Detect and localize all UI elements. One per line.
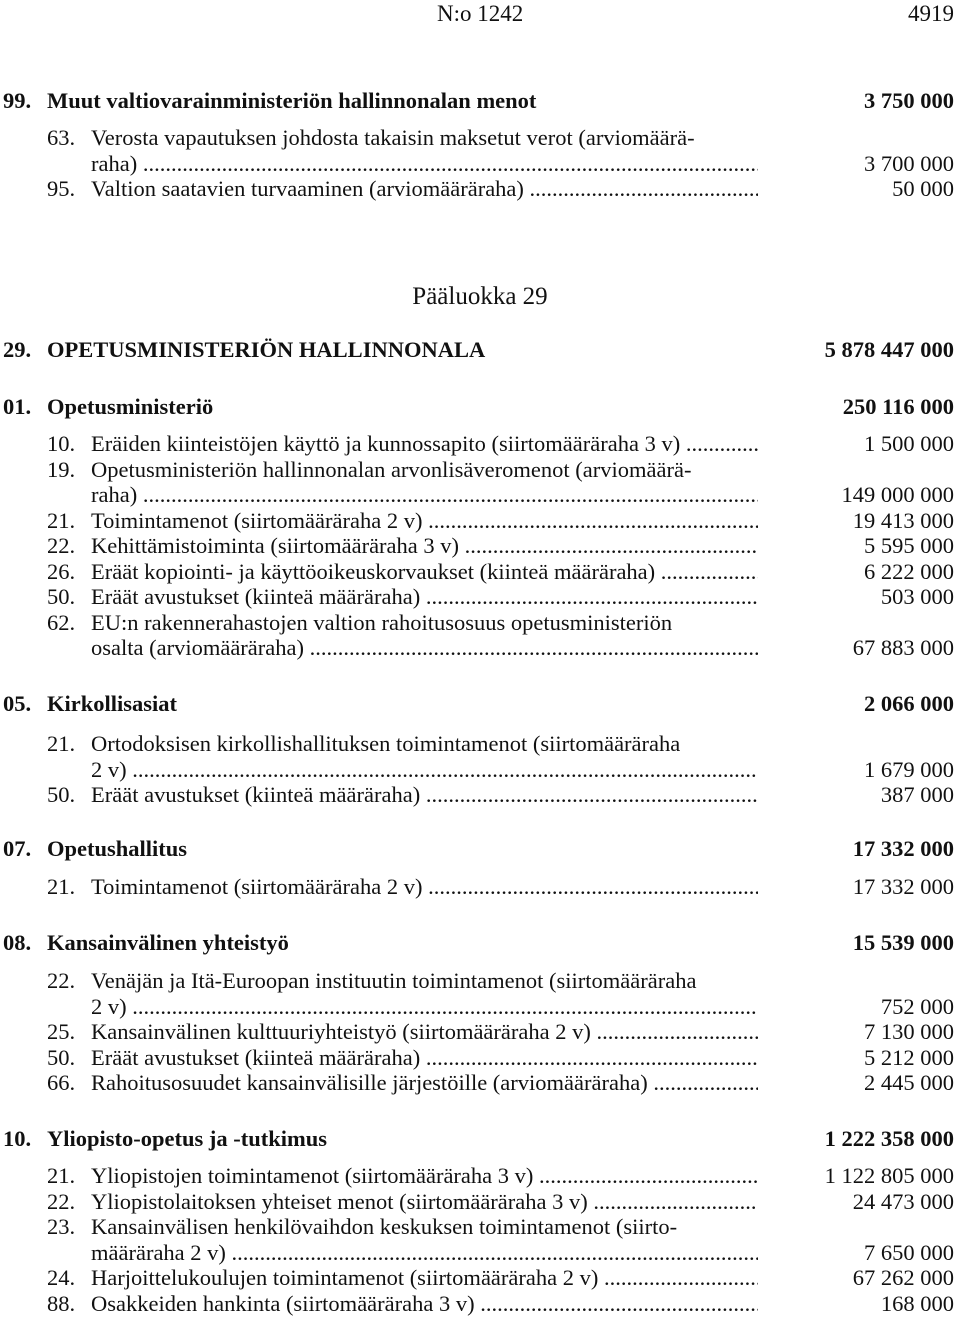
line-item-title: Kansainvälisen henkilövaihdon keskuksen toimintamenot (siirto- [91, 1214, 678, 1239]
line-item-title: 2 v) ..... [91, 993, 758, 1021]
line-item-number: 50. [47, 584, 76, 609]
line-item-number: 22. [47, 968, 76, 993]
section-heading [0, 87, 960, 115]
line-item-title: Harjoittelukoulujen toimintamenot (siirtomääräraha 2 v) ..... [91, 1264, 758, 1292]
line-item-amount: 168 000 [880, 1290, 954, 1316]
line-item [0, 1239, 960, 1267]
line-item-title: Eräät avustukset (kiinteä määräraha) ..... [91, 781, 758, 809]
line-item-title: Toimintamenot (siirtomääräraha 2 v) ..... [91, 873, 758, 901]
group-heading [0, 393, 960, 421]
line-item [0, 150, 960, 178]
line-item-amount: 503 000 [880, 584, 954, 609]
page-header [0, 0, 960, 30]
section-heading-number: 99. [3, 88, 32, 113]
main-class-heading: Pääluokka 29 [412, 283, 548, 310]
line-item-title: määräraha 2 v) ..... [91, 1239, 758, 1267]
line-item-amount: 7 650 000 [864, 1239, 954, 1265]
line-item [0, 1188, 960, 1216]
main-class-title-number: 29. [3, 337, 32, 362]
group-heading-title: Yliopisto-opetus ja -tutkimus [47, 1126, 328, 1151]
group-heading [0, 1125, 960, 1153]
line-item-number: 21. [47, 874, 76, 899]
group-heading-amount: 1 222 358 000 [824, 1126, 954, 1151]
line-item [0, 1213, 960, 1241]
group-heading-amount: 17 332 000 [852, 836, 954, 861]
main-class-title [0, 336, 960, 364]
line-item-title: Kansainvälinen kulttuuriyhteistyö (siirtomääräraha 2 v) ..... [91, 1018, 758, 1046]
line-item-amount: 24 473 000 [852, 1188, 954, 1214]
line-item-title: raha) ..... [91, 150, 758, 178]
line-item [0, 967, 960, 995]
line-item-number: 24. [47, 1265, 76, 1290]
line-item-amount: 1 679 000 [864, 756, 954, 782]
line-item-number: 88. [47, 1290, 76, 1316]
line-item-title: Eräät avustukset (kiinteä määräraha) ..... [91, 1044, 758, 1072]
line-item-number: 26. [47, 558, 76, 584]
line-item-number: 21. [47, 731, 76, 756]
line-item-amount: 149 000 000 [841, 482, 954, 507]
line-item-title: raha) ..... [91, 481, 758, 509]
line-item-title: Ortodoksisen kirkollishallituksen toimintamenot (siirtomääräraha [91, 731, 681, 756]
group-heading-amount: 15 539 000 [852, 930, 954, 955]
group-heading-number: 07. [3, 836, 32, 861]
line-item-amount: 17 332 000 [852, 874, 954, 899]
line-item-amount: 3 700 000 [864, 150, 954, 176]
line-item-number: 23. [47, 1214, 76, 1239]
line-item-amount: 5 212 000 [864, 1044, 954, 1070]
line-item [0, 993, 960, 1021]
line-item-title: Rahoitusosuudet kansainvälisille järjestöille (arviomääräraha) ..... [91, 1069, 758, 1097]
line-item-title: Eräiden kiinteistöjen käyttö ja kunnossapito (siirtomääräraha 3 v) ..... [91, 430, 758, 458]
line-item [0, 456, 960, 484]
line-item-amount: 5 595 000 [864, 533, 954, 558]
line-item [0, 634, 960, 662]
line-item-title: Verosta vapautuksen johdosta takaisin maksetut verot (arviomäärä- [91, 125, 695, 150]
group-heading-number: 05. [3, 691, 32, 716]
line-item-number: 10. [47, 431, 76, 456]
line-item [0, 175, 960, 203]
line-item-number: 50. [47, 782, 76, 807]
line-item-number: 50. [47, 1044, 76, 1070]
line-item [0, 507, 960, 535]
main-class-title-title: OPETUSMINISTERIÖN HALLINNONALA [47, 337, 486, 362]
line-item-number: 62. [47, 609, 76, 635]
section-heading-amount: 3 750 000 [864, 88, 954, 113]
line-item-title: Venäjän ja Itä-Euroopan instituutin toimintamenot (siirtomääräraha [91, 968, 697, 993]
group-heading-title: Kansainvälinen yhteistyö [47, 930, 289, 955]
line-item-amount: 2 445 000 [864, 1070, 954, 1095]
line-item-title: Eräät kopiointi- ja käyttöoikeuskorvaukset (kiinteä määräraha) ..... [91, 558, 758, 586]
group-heading-title: Opetusministeriö [47, 394, 214, 419]
line-item [0, 1162, 960, 1190]
line-item-number: 95. [47, 176, 76, 201]
line-item [0, 1290, 960, 1318]
line-item-title: Opetusministeriön hallinnonalan arvonlisäveromenot (arviomäärä- [91, 456, 692, 482]
line-item-title: Osakkeiden hankinta (siirtomääräraha 3 v) ..... [91, 1290, 758, 1318]
line-item [0, 730, 960, 758]
line-item [0, 609, 960, 637]
group-heading-number: 01. [3, 394, 32, 419]
line-item-amount: 50 000 [892, 176, 954, 201]
line-item-amount: 67 883 000 [852, 635, 954, 660]
line-item-title: Valtion saatavien turvaaminen (arviomääräraha) ..... [91, 175, 758, 203]
line-item-number: 63. [47, 125, 76, 150]
line-item-number: 66. [47, 1070, 76, 1095]
line-item [0, 481, 960, 509]
line-item [0, 873, 960, 901]
group-heading-number: 08. [3, 930, 32, 955]
line-item-number: 25. [47, 1019, 76, 1044]
line-item [0, 1264, 960, 1292]
line-item-amount: 67 262 000 [852, 1265, 954, 1290]
line-item-amount: 1 122 805 000 [824, 1163, 954, 1188]
line-item-number: 21. [47, 507, 76, 533]
line-item [0, 781, 960, 809]
line-item [0, 756, 960, 784]
group-heading [0, 690, 960, 718]
main-class-title-amount: 5 878 447 000 [824, 337, 954, 362]
line-item-title: EU:n rakennerahastojen valtion rahoitusosuus opetusministeriön [91, 609, 673, 635]
line-item [0, 1018, 960, 1046]
group-heading-title: Kirkollisasiat [47, 691, 178, 716]
line-item-title: 2 v) ..... [91, 756, 758, 784]
line-item [0, 558, 960, 586]
line-item-amount: 387 000 [880, 782, 954, 807]
line-item-title: Yliopistojen toimintamenot (siirtomääräraha 3 v) ..... [91, 1162, 758, 1190]
line-item [0, 532, 960, 560]
line-item [0, 1044, 960, 1072]
line-item-title: Toimintamenot (siirtomääräraha 2 v) ..... [91, 507, 758, 535]
line-item-number: 19. [47, 456, 76, 482]
group-heading-amount: 250 116 000 [842, 394, 954, 419]
line-item-amount: 1 500 000 [864, 431, 954, 456]
line-item-title: Kehittämistoiminta (siirtomääräraha 3 v) ..... [91, 532, 758, 560]
line-item-number: 21. [47, 1163, 76, 1188]
page-number: 4919 [908, 1, 954, 26]
line-item [0, 583, 960, 611]
group-heading-number: 10. [3, 1126, 32, 1151]
line-item-amount: 7 130 000 [864, 1019, 954, 1044]
group-heading [0, 929, 960, 957]
page-reference: N:o 1242 [437, 1, 524, 26]
line-item-amount: 6 222 000 [864, 558, 954, 584]
line-item-number: 22. [47, 533, 76, 558]
line-item [0, 1069, 960, 1097]
line-item-number: 22. [47, 1188, 76, 1214]
line-item-amount: 752 000 [880, 993, 954, 1019]
line-item-title: osalta (arviomääräraha) ..... [91, 634, 758, 662]
line-item-title: Eräät avustukset (kiinteä määräraha) ..... [91, 583, 758, 611]
group-heading-title: Opetushallitus [47, 836, 188, 861]
group-heading [0, 835, 960, 863]
line-item [0, 430, 960, 458]
line-item-amount: 19 413 000 [852, 507, 954, 533]
line-item [0, 124, 960, 152]
section-heading-title: Muut valtiovarainministeriön hallinnonalan menot [47, 88, 537, 113]
line-item-title: Yliopistolaitoksen yhteiset menot (siirtomääräraha 3 v) ..... [91, 1188, 758, 1216]
group-heading-amount: 2 066 000 [864, 691, 954, 716]
